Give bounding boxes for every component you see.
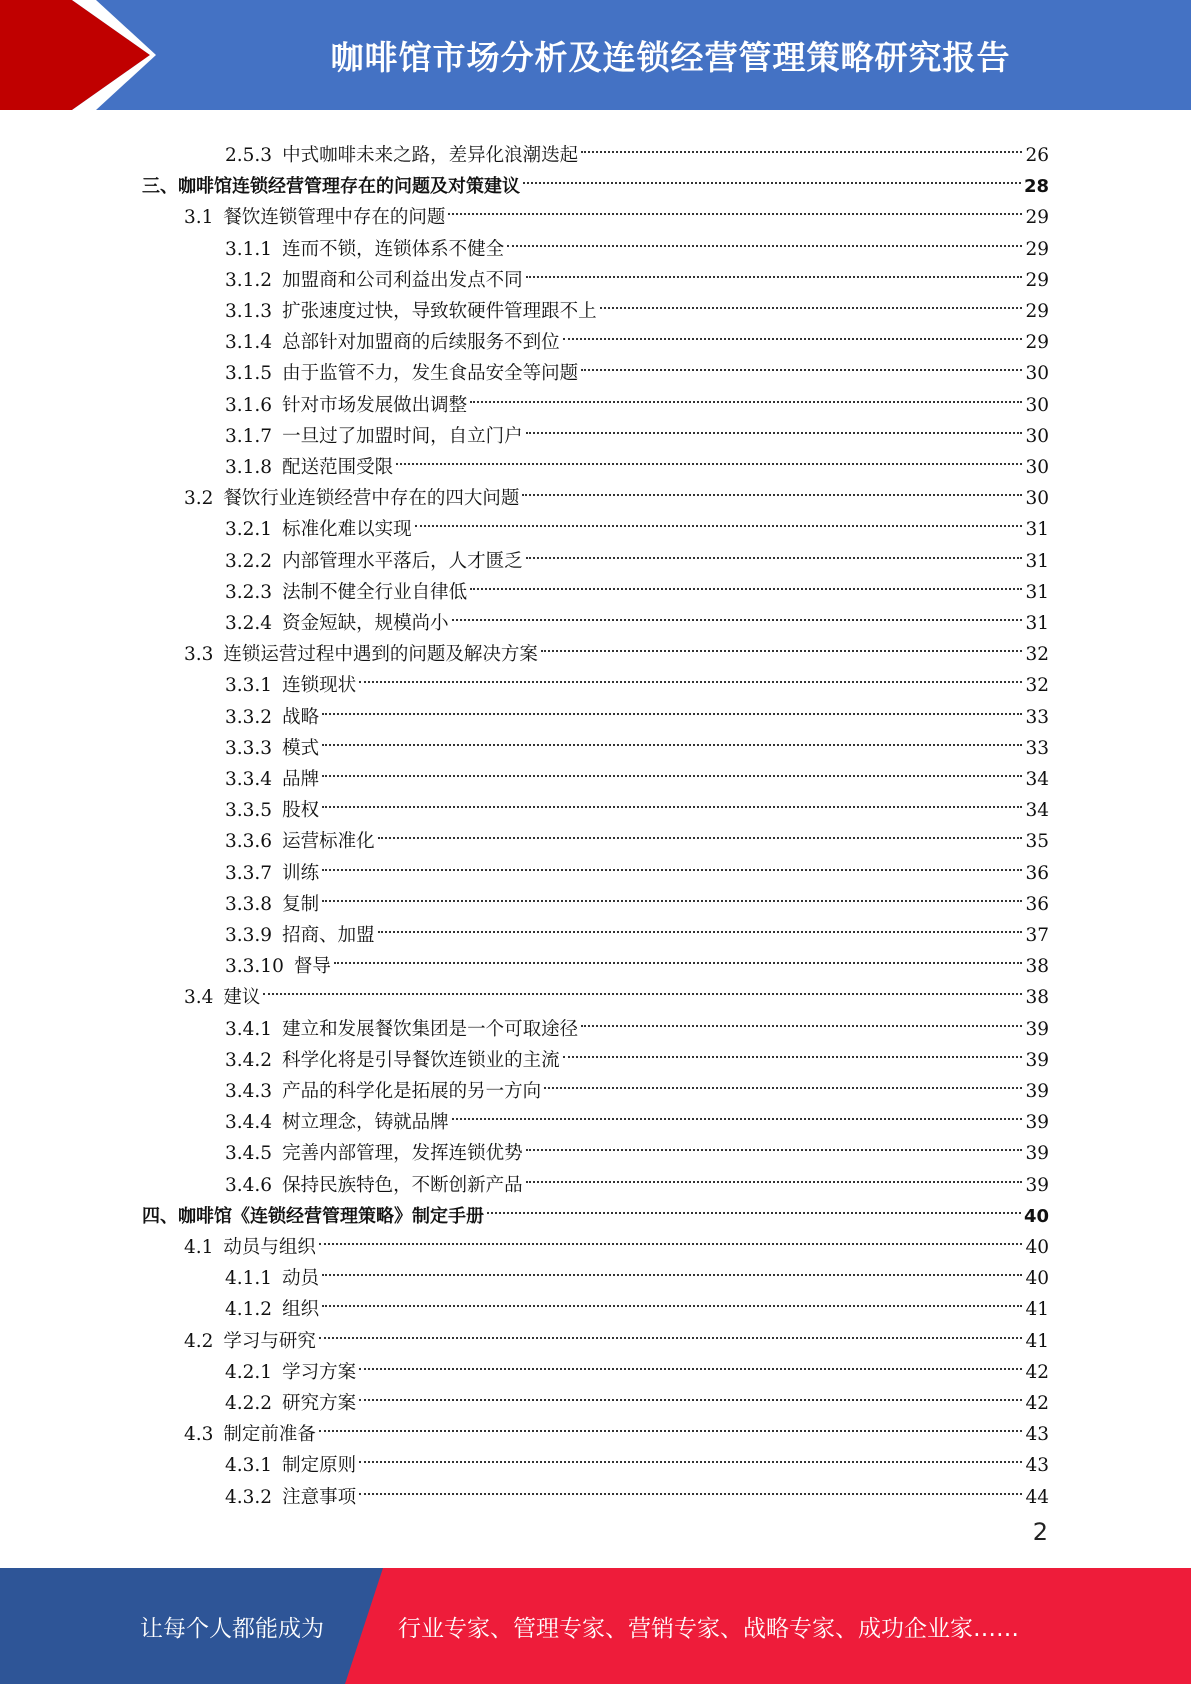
toc-entry-page: 39 [1025,1081,1049,1102]
toc-entry-page: 36 [1025,893,1049,915]
toc-entry-number: 3.1.3 [225,301,273,322]
page-header [0,0,1191,110]
toc-entry-title: 科学化将是引导餐饮连锁业的主流 [282,1049,560,1071]
toc-entry-number: 3.2.3 [225,581,273,603]
toc-dot-leader [581,338,1022,371]
toc-entry-number: 4.3 [184,1424,214,1446]
toc-entry-page: 32 [1025,644,1049,666]
toc-dot-leader [319,1306,1023,1339]
toc-dot-leader [487,1181,1021,1214]
toc-dot-leader [319,1212,1023,1245]
toc-entry-number: 3.3.6 [225,831,273,853]
toc-entry-title: 三、咖啡馆连锁经营管理存在的问题及对策建议 [142,176,520,198]
toc-entry-number: 3.3.5 [225,800,273,822]
toc-entry-number: 3.2.1 [225,519,273,541]
toc-entry-number: 3.4.5 [225,1143,273,1165]
toc-entry-page: 34 [1025,769,1049,790]
toc-entry-title: 扩张速度过快，导致软硬件管理跟不上 [282,301,597,322]
toc-entry-number: 4.1 [184,1237,214,1258]
toc-entry-page: 29 [1025,269,1049,291]
toc-entry-number: 3.1.1 [225,238,273,260]
toc-entry-page: 38 [1025,956,1049,978]
toc-entry-page: 37 [1025,925,1049,946]
toc-entry-page: 29 [1025,332,1049,354]
toc-entry-number: 4.2.2 [225,1393,273,1414]
toc-dot-leader [359,1462,1022,1495]
toc-entry-number: 3.3.4 [225,769,273,790]
toc-entry-title: 动员与组织 [223,1237,316,1258]
toc-entry-title: 资金短缺，规模尚小 [282,613,449,634]
page-footer [0,1568,1191,1684]
toc-entry-number: 3.2.2 [225,550,273,572]
toc-entry-title: 模式 [282,737,320,759]
toc-dot-leader [544,1056,1022,1089]
toc-entry-title: 法制不健全行业自律低 [282,581,468,603]
toc-entry-number: 2.5.3 [225,145,273,166]
toc-entry-number: 4.1.1 [225,1268,273,1290]
toc-dot-leader [322,775,1022,808]
toc-entry-title: 餐饮连锁管理中存在的问题 [223,207,446,229]
toc-entry-title: 连锁现状 [282,675,357,697]
toc-entry-title: 由于监管不力，发生食品安全等问题 [282,363,579,385]
toc-entry-page: 31 [1025,519,1049,541]
toc-entry-title: 训练 [282,862,320,884]
toc-entry-number: 3.1.5 [225,363,273,385]
toc-entry-page: 29 [1025,301,1049,322]
toc-entry-page: 39 [1025,1174,1049,1196]
toc-entry-page: 40 [1023,1205,1049,1227]
toc-entry-page: 31 [1025,550,1049,572]
toc-dot-leader [322,744,1022,777]
toc-entry-title: 建议 [223,987,261,1009]
toc-entry-title: 总部针对加盟商的后续服务不到位 [282,332,560,354]
toc-dot-leader [526,245,1023,278]
toc-dot-leader [359,1337,1022,1370]
toc-entry-title: 招商、加盟 [282,925,375,946]
toc-dot-leader [526,526,1023,559]
toc-entry-title: 保持民族特色，不断创新产品 [282,1174,523,1196]
toc-entry-title: 运营标准化 [282,831,375,853]
toc-entry-title: 组织 [282,1299,320,1321]
toc-entry-title: 产品的科学化是拓展的另一方向 [282,1081,542,1102]
toc-entry-page: 31 [1025,613,1049,634]
toc-entry-number: 4.3.2 [225,1486,273,1508]
toc-entry-number: 3.3 [184,644,214,666]
toc-dot-leader [359,1368,1022,1401]
toc-dot-leader [563,1025,1023,1058]
toc-entry-number: 3.1.2 [225,269,273,291]
toc-entry-number: 3.3.10 [225,956,284,978]
toc-dot-leader [523,151,1021,184]
toc-entry-number: 4.1.2 [225,1299,273,1321]
toc-dot-leader [322,713,1022,746]
toc-entry-page: 43 [1025,1424,1049,1446]
toc-entry-number: 3.4 [184,987,214,1009]
toc-entry-title: 动员 [282,1268,320,1290]
toc-entry-number: 3.4.1 [225,1018,273,1040]
toc-dot-leader [396,432,1022,465]
toc-entry-page: 44 [1025,1486,1049,1508]
toc-entry-title: 复制 [282,893,320,915]
toc-entry-number: 3.4.4 [225,1112,273,1134]
toc-entry-title: 品牌 [282,769,320,790]
toc-entry-page: 39 [1025,1018,1049,1040]
toc-entry-number: 3.4.3 [225,1081,273,1102]
toc-entry-number: 3.3.9 [225,925,273,946]
toc-entry-page: 42 [1025,1361,1049,1383]
toc-entry-title: 连而不锁，连锁体系不健全 [282,238,505,260]
toc-entry-number: 4.2 [184,1330,214,1352]
toc-entry[interactable] [225,1470,1049,1508]
toc-entry-number: 3.3.1 [225,675,273,697]
toc-entry-title: 督导 [293,956,331,978]
toc-entry-page: 29 [1025,238,1049,260]
toc-entry-number: 3.3.2 [225,706,273,728]
toc-dot-leader [507,214,1022,247]
toc-entry-page: 42 [1025,1393,1049,1414]
toc-dot-leader [319,1399,1023,1432]
toc-dot-leader [526,1150,1023,1183]
toc-entry-page: 40 [1025,1268,1049,1290]
toc-dot-leader [470,557,1022,590]
toc-entry-number: 3.1.8 [225,457,273,478]
toc-dot-leader [526,401,1023,434]
toc-dot-leader [563,307,1023,340]
toc-dot-leader [322,1243,1022,1276]
toc-entry-page: 41 [1025,1330,1049,1352]
toc-entry-title: 制定前准备 [223,1424,316,1446]
toc-entry-title: 一旦过了加盟时间，自立门户 [282,425,523,447]
toc-entry-title: 加盟商和公司利益出发点不同 [282,269,523,291]
toc-entry-page: 30 [1025,394,1049,416]
toc-entry-page: 33 [1025,706,1049,728]
toc-entry-page: 40 [1025,1237,1049,1258]
toc-dot-leader [600,276,1023,309]
toc-entry-page: 30 [1025,457,1049,478]
toc-entry-page: 30 [1025,363,1049,385]
report-title: 咖啡馆市场分析及连锁经营管理策略研究报告 [330,37,1011,77]
toc-entry-number: 4.3.1 [225,1455,273,1477]
toc-entry-title: 完善内部管理，发挥连锁优势 [282,1143,523,1165]
toc-entry-title: 标准化难以实现 [282,519,412,541]
footer-slogan-left: 让每个人都能成为 [140,1615,324,1642]
toc-entry-page: 31 [1025,581,1049,603]
toc-entry-title: 研究方案 [282,1393,357,1414]
toc-dot-leader [581,994,1022,1027]
toc-entry-page: 35 [1025,831,1049,853]
toc-entry-number: 4.2.1 [225,1361,273,1383]
toc-dot-leader [415,494,1023,527]
toc-entry-title: 学习与研究 [223,1330,316,1352]
toc-dot-leader [452,1087,1023,1120]
toc-entry-title: 四、咖啡馆《连锁经营管理策略》制定手册 [142,1205,484,1227]
toc-dot-leader [378,900,1023,933]
toc-entry-number: 3.1 [184,207,214,229]
toc-entry-title: 股权 [282,800,320,822]
toc-entry-number: 3.2.4 [225,613,273,634]
page-number: 2 [1032,1518,1048,1546]
toc-entry-number: 3.1.4 [225,332,273,354]
toc-dot-leader [322,1274,1022,1307]
toc-entry-number: 3.2 [184,488,214,510]
toc-dot-leader [359,650,1022,683]
toc-entry-number: 3.3.8 [225,893,273,915]
toc-entry-title: 中式咖啡未来之路，差异化浪潮迭起 [282,145,579,166]
toc-entry-page: 43 [1025,1455,1049,1477]
toc-entry-title: 配送范围受限 [282,457,394,478]
toc-dot-leader [322,838,1022,871]
toc-entry-page: 39 [1025,1143,1049,1165]
toc-entry-page: 38 [1025,987,1049,1009]
toc-entry-number: 3.3.7 [225,862,273,884]
toc-entry-title: 建立和发展餐饮集团是一个可取途径 [282,1018,579,1040]
toc-entry-title: 学习方案 [282,1361,357,1383]
toc-entry-title: 针对市场发展做出调整 [282,394,468,416]
toc-entry-title: 制定原则 [282,1455,357,1477]
footer-slogan-right: 行业专家、管理专家、营销专家、战略专家、成功企业家…… [398,1615,1019,1642]
toc-dot-leader [322,869,1022,902]
toc-entry-title: 注意事项 [282,1486,357,1508]
toc-entry-page: 30 [1025,488,1049,510]
toc-entry-page: 28 [1023,176,1049,198]
toc-dot-leader [359,1430,1022,1463]
toc-entry-number: 3.3.3 [225,737,273,759]
toc-dot-leader [452,588,1023,621]
toc-dot-leader [448,182,1022,215]
toc-dot-leader [522,463,1022,496]
toc-dot-leader [322,682,1022,715]
toc-entry-number: 3.1.6 [225,394,273,416]
toc-entry-page: 41 [1025,1299,1049,1321]
toc-entry-page: 34 [1025,800,1049,822]
toc-dot-leader [581,120,1022,153]
toc-entry-page: 26 [1025,145,1049,166]
toc-dot-leader [334,931,1023,964]
toc-entry-number: 3.4.2 [225,1049,273,1071]
toc-entry-title: 连锁运营过程中遇到的问题及解决方案 [223,644,538,666]
toc-entry-page: 33 [1025,737,1049,759]
toc-dot-leader [378,806,1023,839]
toc-entry-number: 3.1.7 [225,425,273,447]
toc-entry-title: 内部管理水平落后，人才匮乏 [282,550,523,572]
toc-entry-page: 30 [1025,425,1049,447]
toc-dot-leader [263,962,1022,995]
toc-dot-leader [541,619,1023,652]
toc-entry-title: 树立理念，铸就品牌 [282,1112,449,1134]
toc-entry-number: 3.4.6 [225,1174,273,1196]
toc-entry-title: 餐饮行业连锁经营中存在的四大问题 [223,488,520,510]
toc-entry-title: 战略 [282,706,320,728]
toc-entry-page: 36 [1025,862,1049,884]
toc-entry-page: 32 [1025,675,1049,697]
toc-entry-page: 39 [1025,1112,1049,1134]
toc-entry-page: 39 [1025,1049,1049,1071]
toc-dot-leader [470,370,1022,403]
toc-dot-leader [526,1118,1023,1151]
toc-entry-page: 29 [1025,207,1049,229]
